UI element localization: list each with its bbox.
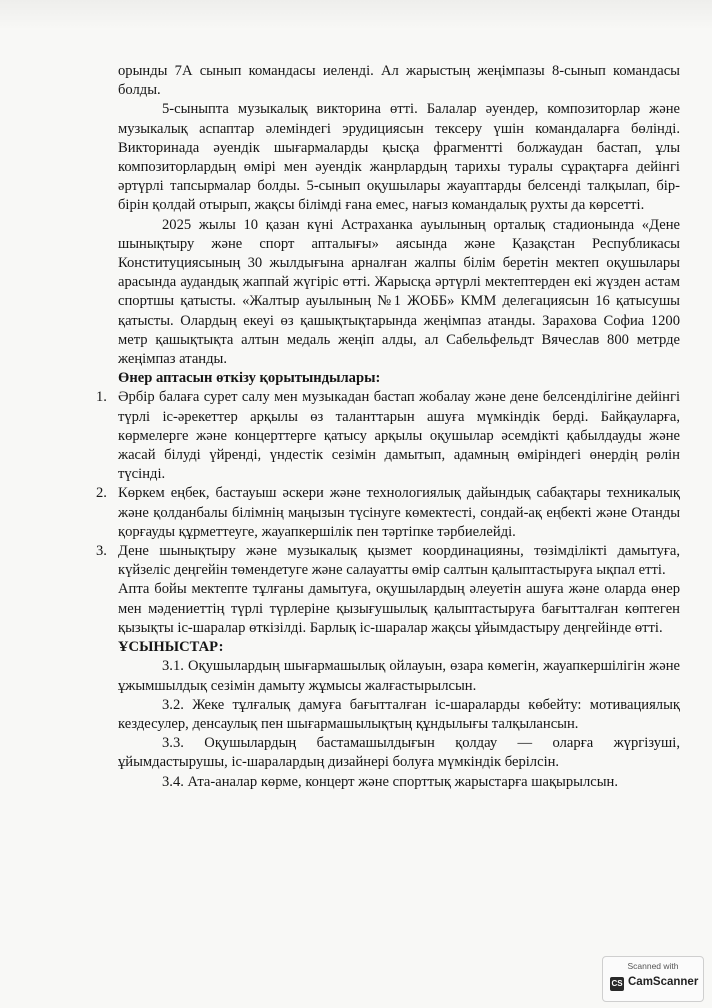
list-item-text: Көркем еңбек, бастауыш әскери және технологиялық дайындық сабақтары техникалық және қолданбалы білімнің маңызын түсінуге көмектесті, сондай-ақ еңбекті және Отанды қорғауды құрметтеуге, жауапкершілік пен тәртіпке тәрбиелейді. <box>118 485 680 540</box>
recommendation-item: 3.3. Оқушылардың бастамашылдығын қолдау — оларға жүргізуші, ұйымдастырушы, іс-шаралардың дизайнері болуға мүмкіндік берілсін. <box>118 735 680 771</box>
list-item <box>96 388 680 484</box>
results-heading: Өнер аптасын өткізу қорытындылары: <box>118 370 381 387</box>
camscanner-watermark <box>602 956 704 1002</box>
list-item-text: Дене шынықтыру және музыкалық қызмет координацияны, төзімділікті дамытуға, күйзеліс деңгейін төмендетуге және салауатты өмір салтын қалыптастыруға ықпал етті. <box>118 543 680 579</box>
results-summary: Апта бойы мектепте тұлғаны дамытуға, оқушылардың әлеуетін ашуға және оларда өнер мен мәдениеттің түрлі түрлеріне қызығушылық қалыптастыруға бағытталған көптеген қызықты іс-шаралар өткізілді. Барлық іс-шаралар жақсы ұйымдастыру деңгейінде өтті. <box>118 581 680 636</box>
paragraph-team-results: орынды 7А сынып командасы иеленді. Ал жарыстың жеңімпазы 8-сынып командасы болды. <box>118 63 680 99</box>
watermark-brand: CamScanner <box>628 976 699 988</box>
list-number: 3. <box>96 543 107 560</box>
recommendation-item: 3.4. Ата-аналар көрме, концерт және спорттық жарыстарға шақырылсын. <box>162 773 618 790</box>
paragraph-music-quiz: 5-сыныпта музыкалық викторина өтті. Балалар әуендер, композиторлар және музыкалық аспаптар әлеміндегі эрудициясын тексеру үшін командаларға бөлінді. Викторинада әуендік шығармаларды қысқа фрагментті болжаудан бастап, ұлы композиторлардың өмірі мен әуендік жанрлардың тарихы туралы сұрақтарға дейінгі әртүрлі тапсырмалар болды. 5-сынып оқушылары жауаптарды белсенді талқылап, бір-бірін қолдай отырып, жақсы білімді ғана емес, нағыз командалық рухты да көрсетті. <box>118 101 680 214</box>
watermark-caption: Scanned with <box>627 961 679 971</box>
list-item <box>96 484 680 542</box>
document-body <box>96 62 680 792</box>
recommendations-heading: ҰСЫНЫСТАР: <box>118 639 224 656</box>
recommendation-item: 3.1. Оқушылардың шығармашылық ойлауын, өзара көмегін, жауапкершілігін және ұжымшылдық сезімін дамыту жұмысы жалғастырылсын. <box>118 658 680 694</box>
paragraph-district-run: 2025 жылы 10 қазан күні Астраханка ауылының орталық стадионында «Дене шынықтыру және спорт апталығы» аясында және Қазақстан Республикасы Конституциясының 30 жылдығына арналған жалпы білім беретін мектеп оқушылары арасында аудандық жаппай жүгіріс өтті. Жарысқа әртүрлі мектептерден екі жүзден астам спортшы қатысты. «Жалтыр ауылының №1 ЖОББ» КММ делегациясын 16 қатысушы қатысты. Олардың екеуі өз қашықтықтарында жеңімпаз атанды. Зарахова Софиа 1200 метр қашықтықта алтын медаль жеңіп алды, ал Сабельфельдт Вячеслав 800 метрде жеңімпаз атанды. <box>118 216 680 368</box>
list-item-text: Әрбір балаға сурет салу мен музыкадан бастап жобалау және дене белсенділігіне дейінгі түрлі іс-әрекеттер арқылы өз таланттарын ашуға мүмкіндік берді. Байқауларға, көрмелерге және концерттерге қатысу арқылы оқушылар әсемдікті қабылдауды және жасай білуді үйренді, үндестік сезімін дамытып, адамның өміріндегі өнердің рөлін түсінді. <box>118 389 680 483</box>
recommendation-item: 3.2. Жеке тұлғалық дамуға бағытталған іс-шараларды көбейту: мотивациялық кездесулер, денсаулық пен шығармашылықтың құндылығы талқылансын. <box>118 696 680 732</box>
list-item <box>96 542 680 580</box>
list-number: 2. <box>96 485 107 502</box>
camscanner-logo-icon: CS <box>610 977 624 991</box>
list-number: 1. <box>96 389 107 406</box>
results-list <box>96 388 680 580</box>
